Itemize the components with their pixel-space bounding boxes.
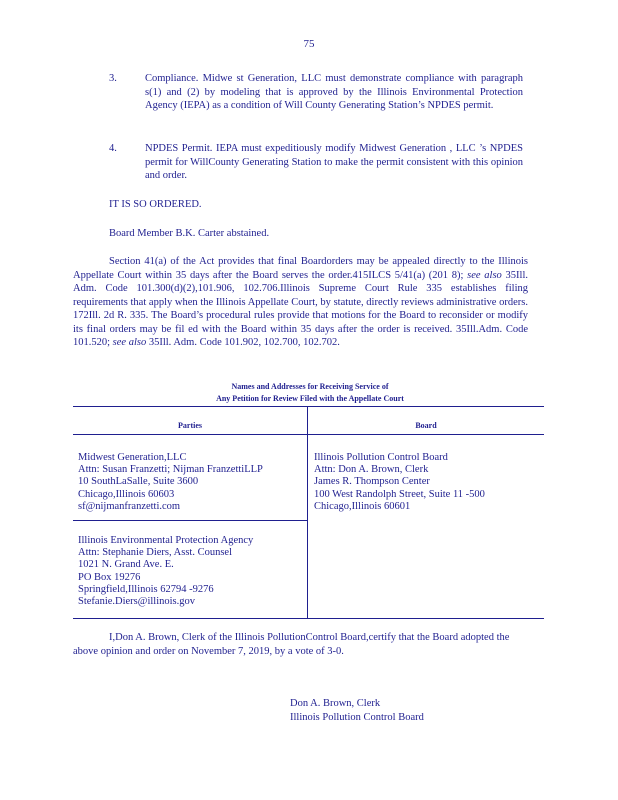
item-text: NPDES Permit. IEPA must expeditiously modify Midwest Generation , LLC ’s NPDES permit for WillCounty Generating Station to make the permit consistent with this opinion and order. — [145, 143, 523, 181]
address-line: 10 SouthLaSalle, Suite 3600 — [78, 476, 199, 488]
address-line: 100 West Randolph Street, Suite 11 -500 — [314, 488, 485, 500]
paragraph-text-1: Section 41(a) of the Act provides that final Boardorders may be appealed directly to the Illinois Appellate Court within 35 days after the Board serves the order.415ILCS 5/41(a) (201 8); — [73, 256, 528, 281]
item-number: 3. — [109, 73, 117, 84]
table-title — [160, 381, 460, 405]
table-header-rule — [73, 434, 544, 435]
signature-block — [290, 697, 424, 724]
address-line: Midwest Generation,LLC — [78, 452, 187, 463]
email-address: sf@nijmanfranzetti.com — [78, 500, 181, 512]
address-line: 1021 N. Grand Ave. E. — [78, 559, 174, 571]
list-item-3 — [0, 72, 618, 132]
item-number: 4. — [109, 143, 117, 154]
certification-text: I,Don A. Brown, Clerk of the Illinois PollutionControl Board,certify that the Board adopted the above opinion and order on November 7, 2019, by a vote of 3-0. — [73, 632, 510, 657]
board-address — [314, 452, 485, 513]
abstained-line: Board Member B.K. Carter abstained. — [109, 228, 270, 239]
service-table — [73, 406, 544, 619]
so-ordered-line: IT IS SO ORDERED. — [109, 199, 202, 210]
address-line: James R. Thompson Center — [314, 476, 430, 488]
table-title-line: Any Petition for Review Filed with the Appellate Court — [216, 394, 404, 403]
party-midwest-generation — [78, 452, 263, 513]
table-title-line: Names and Addresses for Receiving Service of — [231, 382, 389, 391]
page-number: 75 — [303, 38, 315, 50]
address-line: Springfield,Illinois 62794 -9276 — [78, 583, 214, 595]
address-line: Chicago,Illinois 60603 — [78, 488, 175, 500]
see-also-italic: see also — [467, 269, 502, 281]
signer-organization: Illinois Pollution Control Board — [290, 711, 424, 723]
email-address: Stefanie.Diers@illinois.gov — [78, 596, 195, 608]
appeal-paragraph — [73, 255, 528, 350]
paragraph-text-2: 35Ill. Adm. Code 101.300(d)(2),101.906, 102.706.Illinois Supreme Court Rule 335 establishes filing requirements that apply when the Illinois Appellate Court, by statute, directly reviews administrative orders. 172Ill. 2d R. 335. The Board’s procedural rules provide that motions for the Board to reconsider or modify its final orders may be fil ed with the Board within 35 days after the order is received. 35Ill.Adm. Code 101.520; — [73, 269, 529, 348]
signer-name: Don A. Brown, Clerk — [290, 698, 381, 709]
address-line: Attn: Don A. Brown, Clerk — [314, 464, 429, 476]
see-also-italic: see also — [112, 337, 147, 348]
parties-header: Parties — [178, 421, 202, 430]
address-line: Chicago,Illinois 60601 — [314, 500, 411, 512]
board-header: Board — [415, 421, 437, 430]
address-line: PO Box 19276 — [78, 571, 141, 583]
list-item-4 — [0, 142, 618, 187]
item-text: Compliance. Midwe st Generation, LLC must demonstrate compliance with paragraph s(1) and (2) by modeling that is approved by the Illinois Environmental Protection Agency (IEPA) as a condition of Will County Generating Station’s NPDES permit. — [145, 73, 523, 111]
paragraph-text-3: 35Ill. Adm. Code 101.902, 102.700, 102.702. — [148, 337, 340, 348]
address-line: Illinois Pollution Control Board — [314, 452, 448, 463]
table-divider — [307, 407, 308, 618]
party-iepa — [78, 535, 253, 608]
address-line: Attn: Stephanie Diers, Asst. Counsel — [78, 547, 232, 559]
certification-paragraph — [73, 631, 528, 658]
address-line: Attn: Susan Franzetti; Nijman FranzettiLLP — [78, 464, 263, 476]
address-line: Illinois Environmental Protection Agency — [78, 535, 254, 546]
table-row-rule — [73, 520, 307, 521]
